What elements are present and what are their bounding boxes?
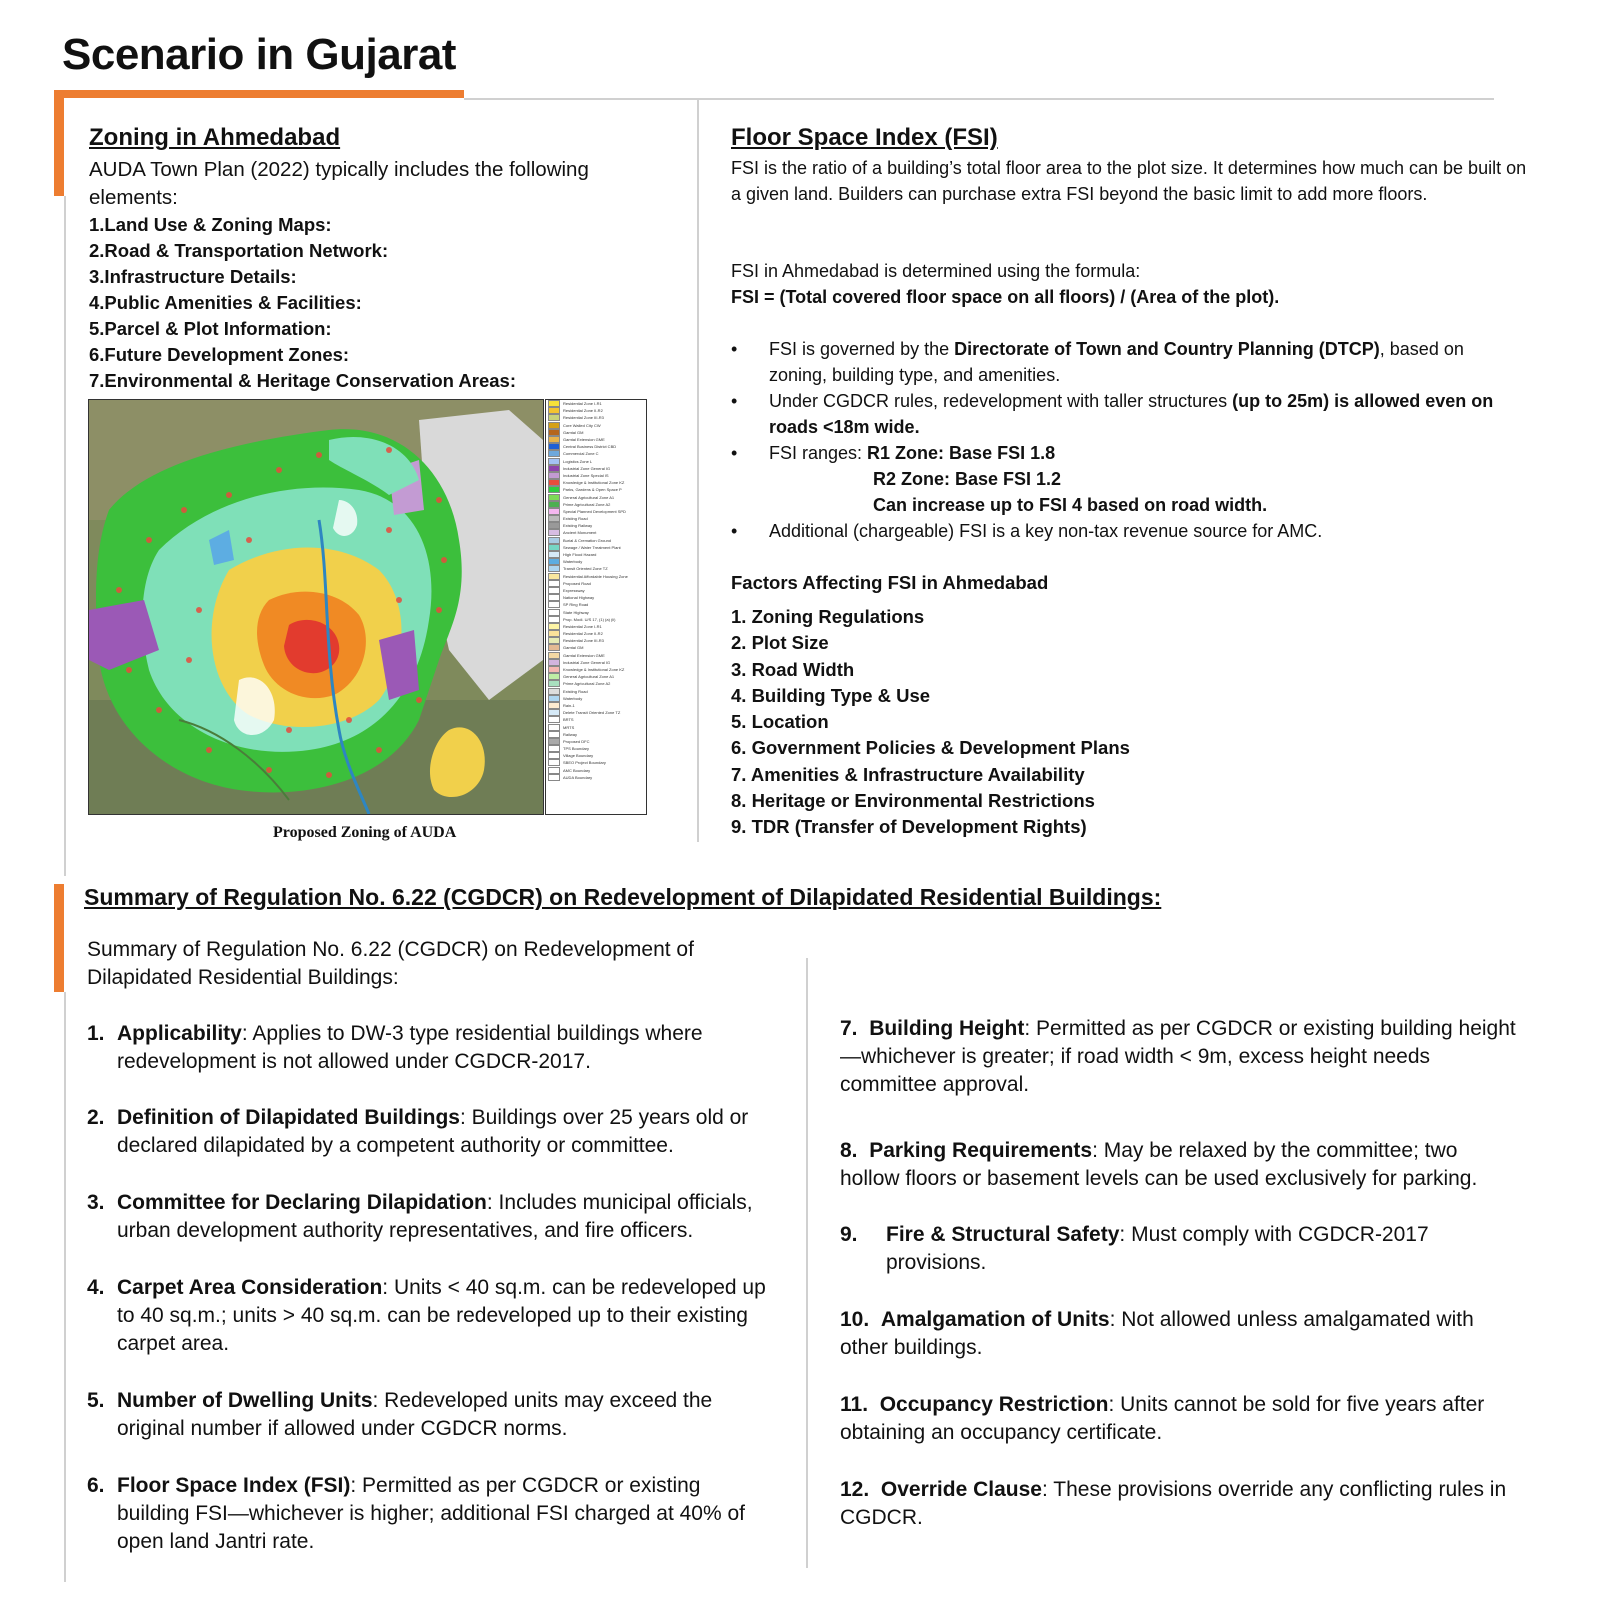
regulation-item: 8. Parking Requirements: May be relaxed by the committee; two hollow floors or basement levels can be used exclusively for parking. [840,1139,1478,1190]
zoning-element: 5.Parcel & Plot Information: [89,318,332,339]
legend-label: Proposed DFC [563,738,590,744]
bullet-icon: • [731,339,738,359]
factor-item: 5. Location [731,711,829,733]
legend-label: Gamtal Extension GME [563,652,605,658]
zoning-element: 6.Future Development Zones: [89,344,350,365]
zoning-element: 7.Environmental & Heritage Conservation Areas: [89,370,516,391]
legend-label: AMC Boundary [563,767,591,773]
legend-label: SP Ring Road [563,602,589,608]
legend-label: Knowledge & Institutional Zone KZ [563,667,625,673]
legend-label: Logistics Zone L [563,458,593,464]
factor-item: 7. Amenities & Infrastructure Availability [731,763,1085,785]
legend-label: AUDA Boundary [563,774,593,780]
legend-label: Knowledge & Institutional Zone KZ [563,480,625,486]
legend-label: Village Boundary [563,753,594,759]
factor-item: 2. Plot Size [731,632,829,654]
legend-label: Industrial Zone General IG [563,659,611,665]
legend-label: BRTS [563,717,574,723]
regulation-item: 5. Number of Dwelling Units: Redeveloped units may exceed the original number if allowed under CGDCR norms. [87,1389,713,1440]
zoning-intro: AUDA Town Plan (2022) typically includes the following elements: [89,158,589,209]
fsi-formula: FSI = (Total covered floor space on all floors) / (Area of the plot). [731,287,1280,307]
zoning-element: 2.Road & Transportation Network: [89,240,389,261]
legend-label: Existing Road [563,516,588,522]
legend-label: State Highway [563,609,589,615]
regulation-intro: Summary of Regulation No. 6.22 (CGDCR) on Redevelopment of Dilapidated Residential Buildings: [87,938,694,989]
legend-label: TPS Boundary [563,746,590,752]
fsi-range-r2: R2 Zone: Base FSI 1.2 [873,469,1062,489]
regulation-item: 7. Building Height: Permitted as per CGDCR or existing building height—whichever is greater; if road width < 9m, excess height needs committee approval. [840,1017,1516,1096]
legend-label: Rain-1 [563,702,575,708]
legend-label: Proposed Road [563,580,591,586]
regulation-heading: Summary of Regulation No. 6.22 (CGDCR) on Redevelopment of Dilapidated Residential Buildings: [84,884,1162,910]
bullet-icon: • [731,443,738,463]
factors-heading: Factors Affecting FSI in Ahmedabad [731,572,1049,593]
fsi-range-increase: Can increase up to FSI 4 based on road width. [873,495,1268,515]
legend-label: Railway [563,731,578,737]
legend-label: Prime Agricultural Zone A2 [563,681,611,687]
legend-label: Residential Zone III-R3 [563,638,604,644]
regulation-item: 10. Amalgamation of Units: Not allowed unless amalgamated with other buildings. [840,1308,1474,1359]
legend-label: Prime Agricultural Zone A2 [563,501,611,507]
legend-label: Gamtal GM [563,645,584,651]
regulation-item: 6. Floor Space Index (FSI): Permitted as per CGDCR or existing building FSI—whichever is higher; additional FSI charged at 40% of open land Jantri rate. [87,1474,746,1553]
legend-label: Central Business District CBD [563,444,617,450]
factor-item: 9. TDR (Transfer of Development Rights) [731,816,1087,838]
fsi-formula-intro: FSI in Ahmedabad is determined using the formula: [731,261,1141,281]
legend-label: Waterbody [563,559,583,565]
legend-label: Residential Zone I-R1 [563,401,602,407]
fsi-bullet: • FSI ranges: R1 Zone: Base FSI 1.8 [731,440,1521,466]
legend-label: MRTS [563,724,575,730]
factor-item: 3. Road Width [731,658,855,680]
page-title: Scenario in Gujarat [62,30,456,79]
regulation-item: 1. Applicability: Applies to DW-3 type residential buildings where redevelopment is not allowed under CGDCR-2017. [87,1022,703,1073]
legend-label: National Highway [563,595,595,601]
legend-label: Expressway [563,587,585,593]
legend-label: Residential Zone II-R2 [563,631,603,637]
regulation-item: 3. Committee for Declaring Dilapidation: Includes municipal officials, urban development authority representatives, and fire officers. [87,1191,753,1242]
regulation-item: 12. Override Clause: These provisions override any conflicting rules in CGDCR. [840,1478,1507,1529]
legend-label: Sewage / Water Treatment Plant [563,544,621,550]
legend-label: Residential Zone III-R3 [563,415,604,421]
fsi-bullet: • Additional (chargeable) FSI is a key non-tax revenue source for AMC. [731,518,1521,544]
regulation-item: 4. Carpet Area Consideration: Units < 40 sq.m. can be redeveloped up to 40 sq.m.; units > 40 sq.m. can be redeveloped up to their existing carpet area. [87,1276,766,1355]
legend-label: Prop. Modi. U/S 17, (1) (a) (ii) [563,616,616,622]
legend-label: Existing Road [563,688,588,694]
bullet-icon: • [731,391,738,411]
fsi-bullet: • FSI is governed by the Directorate of Town and Country Planning (DTCP), based on zoning, building type, and amenities. [731,336,1521,388]
legend-label: Residential Zone I-R1 [563,623,602,629]
legend-label: Commercial Zone C [563,451,599,457]
legend-label: Waterbody [563,695,583,701]
legend-label: General Agricultural Zone A1 [563,674,615,680]
zoning-element: 1.Land Use & Zoning Maps: [89,214,332,235]
legend-label: Gamtal Extension GME [563,437,605,443]
legend-label: Parks, Gardens & Open Space P [563,487,622,493]
factor-item: 4. Building Type & Use [731,684,931,706]
zoning-heading: Zoning in Ahmedabad [89,124,341,151]
legend-label: Transit Oriented Zone TZ [563,566,608,572]
map-caption: Proposed Zoning of AUDA [273,824,457,841]
factor-item: 6. Government Policies & Development Plans [731,737,1130,759]
legend-label: SBEO Project Boundary [563,760,606,766]
legend-label: Industrial Zone General IG [563,465,611,471]
fsi-bullet: • Under CGDCR rules, redevelopment with taller structures (up to 25m) is allowed even on roads <18m wide. [731,388,1521,440]
legend-label: General Agricultural Zone A1 [563,494,615,500]
legend-label: Delete Transit Oriented Zone TZ [563,710,621,716]
legend-label: High Flood Hazard [563,552,597,558]
factor-item: 8. Heritage or Environmental Restrictions [731,790,1095,812]
regulation-item: 9. Fire & Structural Safety: Must comply with CGDCR-2017 provisions. [840,1223,1429,1274]
regulation-item: 2. Definition of Dilapidated Buildings: Buildings over 25 years old or declared dilapidated by a competent authority or committee. [87,1106,749,1157]
legend-label: Core Walled City CW [563,422,601,428]
factor-item: 1. Zoning Regulations [731,606,925,627]
legend-label: Residential Zone II-R2 [563,408,603,414]
legend-label: Industrial Zone Special IS [563,472,609,478]
legend-label: Residential Affordable Housing Zone [563,573,628,579]
fsi-heading: Floor Space Index (FSI) [731,124,998,151]
fsi-definition: FSI is the ratio of a building’s total floor area to the plot size. It determines how much can be built on a given land. Builders can purchase extra FSI beyond the basic limit to add more floors. [731,158,1527,204]
legend-label: Ancient Monument [563,530,597,536]
legend-label: Gamtal GM [563,429,584,435]
zoning-element: 3.Infrastructure Details: [89,266,297,287]
zoning-element: 4.Public Amenities & Facilities: [89,292,362,313]
regulation-item: 11. Occupancy Restriction: Units cannot be sold for five years after obtaining an occupancy certificate. [840,1393,1485,1444]
bullet-icon: • [731,521,738,541]
legend-label: Burial & Cremation Ground [563,537,612,543]
legend-label: Special Planned Development SPD [563,508,626,514]
legend-label: Existing Railway [563,523,593,529]
